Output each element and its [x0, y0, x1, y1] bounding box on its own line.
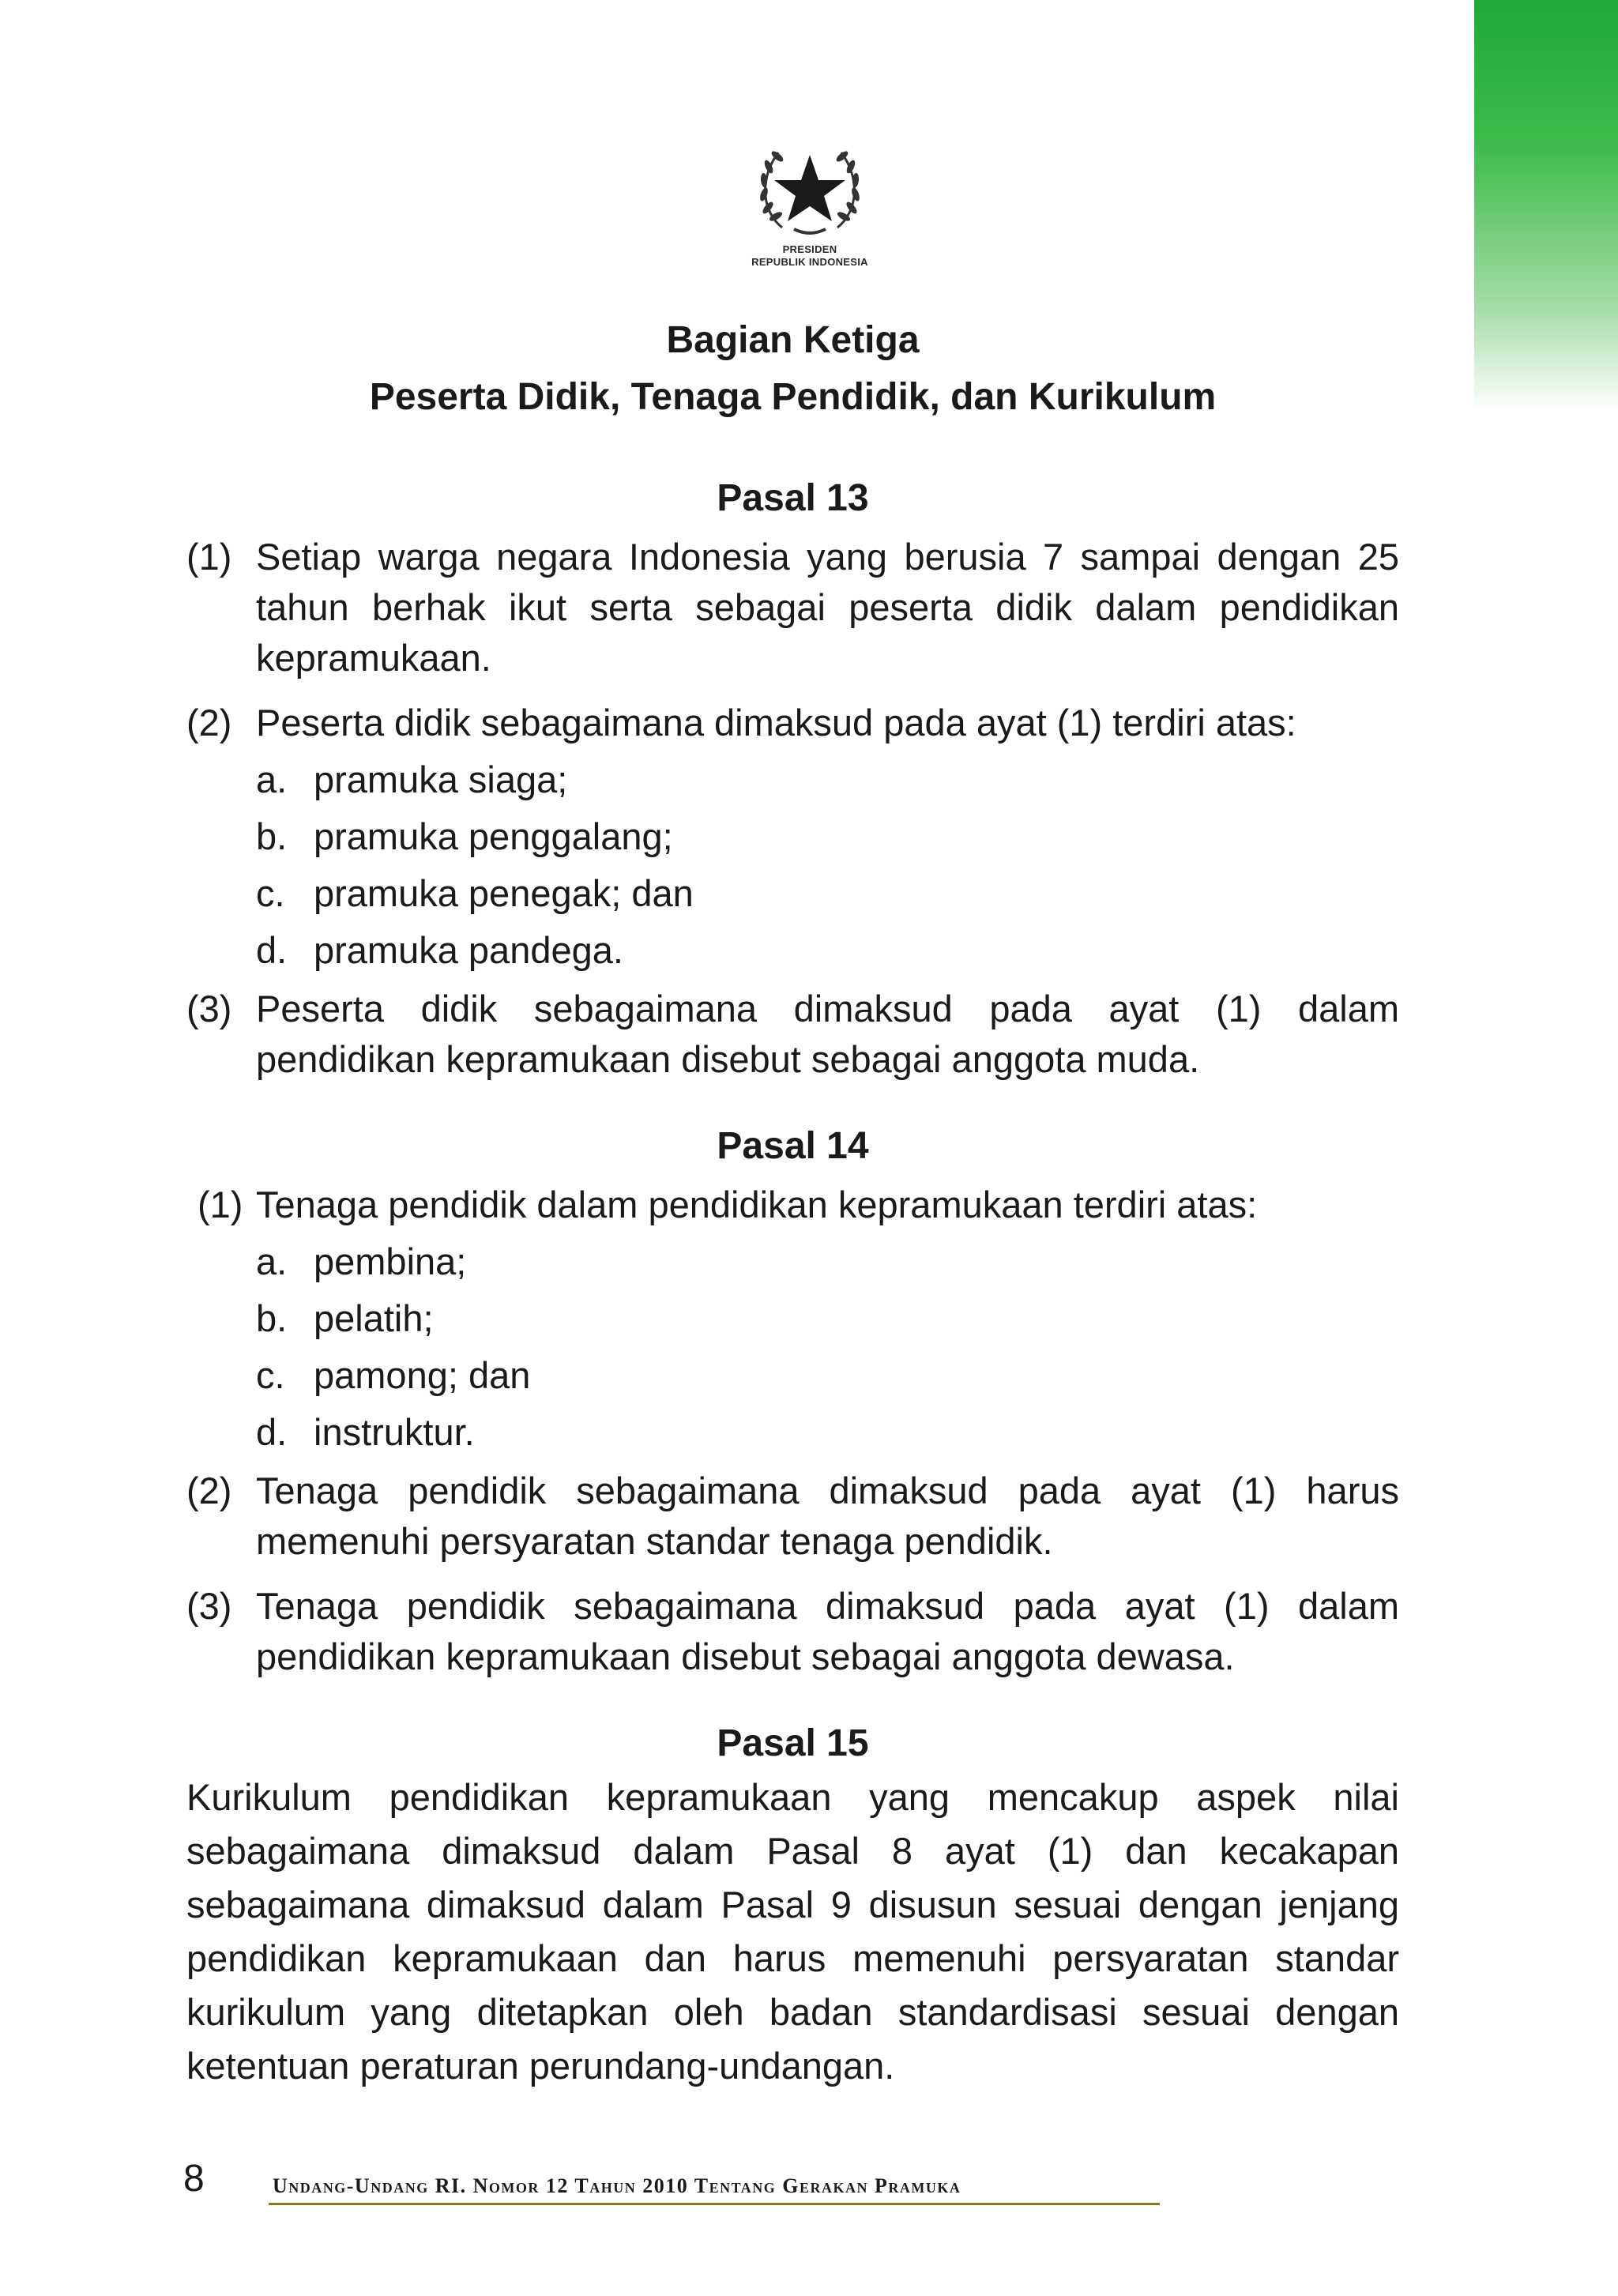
- list-item: [186, 1407, 1399, 1458]
- presidential-emblem: [735, 133, 885, 291]
- list-letter: a.: [256, 758, 288, 800]
- pasal-13-ayat-3: [186, 984, 1399, 1085]
- document-body: [186, 312, 1399, 2093]
- emblem-caption-line2: REPUBLIK INDONESIA: [751, 256, 868, 268]
- ayat-number: (2): [186, 702, 232, 743]
- list-letter: d.: [256, 929, 288, 971]
- ayat-text: Setiap warga negara Indonesia yang berusia 7 sampai dengan 25 tahun berhak ikut serta sebagai peserta didik dalam pendidikan kepramukaan.: [256, 536, 1399, 679]
- pasal-14-ayat-3: [186, 1581, 1399, 1682]
- list-letter: a.: [256, 1240, 288, 1282]
- green-corner-tab: [1474, 0, 1618, 411]
- list-item: [186, 925, 1399, 976]
- list-text: pembina;: [314, 1240, 467, 1282]
- pasal-13-title: Pasal 13: [717, 477, 869, 519]
- ayat-number: (1): [186, 536, 232, 578]
- list-letter: c.: [256, 872, 285, 914]
- ayat-text: Tenaga pendidik sebagaimana dimaksud pada ayat (1) harus memenuhi persyaratan standar tenaga pendidik.: [256, 1470, 1399, 1562]
- page-number: 8: [183, 2158, 205, 2200]
- list-letter: b.: [256, 815, 288, 857]
- pasal-14-ayat-2: [186, 1466, 1399, 1567]
- list-item: [186, 868, 1399, 919]
- section-part: Bagian Ketiga: [666, 319, 920, 361]
- ayat-text: Peserta didik sebagaimana dimaksud pada ayat (1) terdiri atas:: [256, 702, 1296, 743]
- list-text: pramuka siaga;: [314, 758, 568, 800]
- list-text: pamong; dan: [314, 1354, 531, 1396]
- ayat-number: (3): [186, 1585, 232, 1627]
- list-item: [186, 1236, 1399, 1287]
- garuda-star-emblem-icon: [751, 133, 869, 243]
- pasal-13-ayat-1: [186, 532, 1399, 683]
- section-title: Peserta Didik, Tenaga Pendidik, dan Kurikulum: [369, 376, 1217, 418]
- list-text: pramuka penegak; dan: [314, 872, 694, 914]
- list-text: pramuka pandega.: [314, 929, 623, 971]
- ayat-number: (3): [186, 988, 232, 1029]
- list-item: [186, 1293, 1399, 1344]
- pasal-14-ayat-1: [186, 1180, 1399, 1230]
- pasal-15-body: Kurikulum pendidikan kepramukaan yang mencakup aspek nilai sebagaimana dimaksud dalam Pasal 8 ayat (1) dan kecakapan sebagaimana dimaksud dalam Pasal 9 disusun sesuai dengan jenjang pendidikan kepramukaan dan harus memenuhi persyaratan standar kurikulum yang ditetapkan oleh badan standardisasi sesuai dengan ketentuan peraturan perundang-undangan.: [186, 1776, 1399, 2087]
- pasal-13-ayat-2: [186, 698, 1399, 748]
- list-letter: c.: [256, 1354, 285, 1396]
- ayat-text: Peserta didik sebagaimana dimaksud pada ayat (1) dalam pendidikan kepramukaan disebut sebagai anggota muda.: [256, 988, 1399, 1080]
- pasal-14-title: Pasal 14: [717, 1125, 869, 1167]
- list-text: instruktur.: [314, 1411, 475, 1453]
- list-text: pelatih;: [314, 1297, 434, 1339]
- pasal-15-title: Pasal 15: [717, 1722, 869, 1764]
- footer-rule: [269, 2203, 1160, 2205]
- emblem-caption-line1: PRESIDEN: [782, 243, 837, 255]
- list-text: pramuka penggalang;: [314, 815, 673, 857]
- list-item: [186, 755, 1399, 805]
- list-item: [186, 811, 1399, 862]
- list-letter: b.: [256, 1297, 288, 1339]
- list-item: [186, 1350, 1399, 1401]
- running-footer-title: Undang-Undang RI. Nomor 12 Tahun 2010 Tentang Gerakan Pramuka: [273, 2174, 961, 2197]
- list-letter: d.: [256, 1411, 288, 1453]
- ayat-number: (1): [198, 1184, 243, 1225]
- ayat-text: Tenaga pendidik sebagaimana dimaksud pada ayat (1) dalam pendidikan kepramukaan disebut sebagai anggota dewasa.: [256, 1585, 1399, 1677]
- ayat-number: (2): [186, 1470, 232, 1511]
- ayat-text: Tenaga pendidik dalam pendidikan kepramukaan terdiri atas:: [256, 1184, 1258, 1225]
